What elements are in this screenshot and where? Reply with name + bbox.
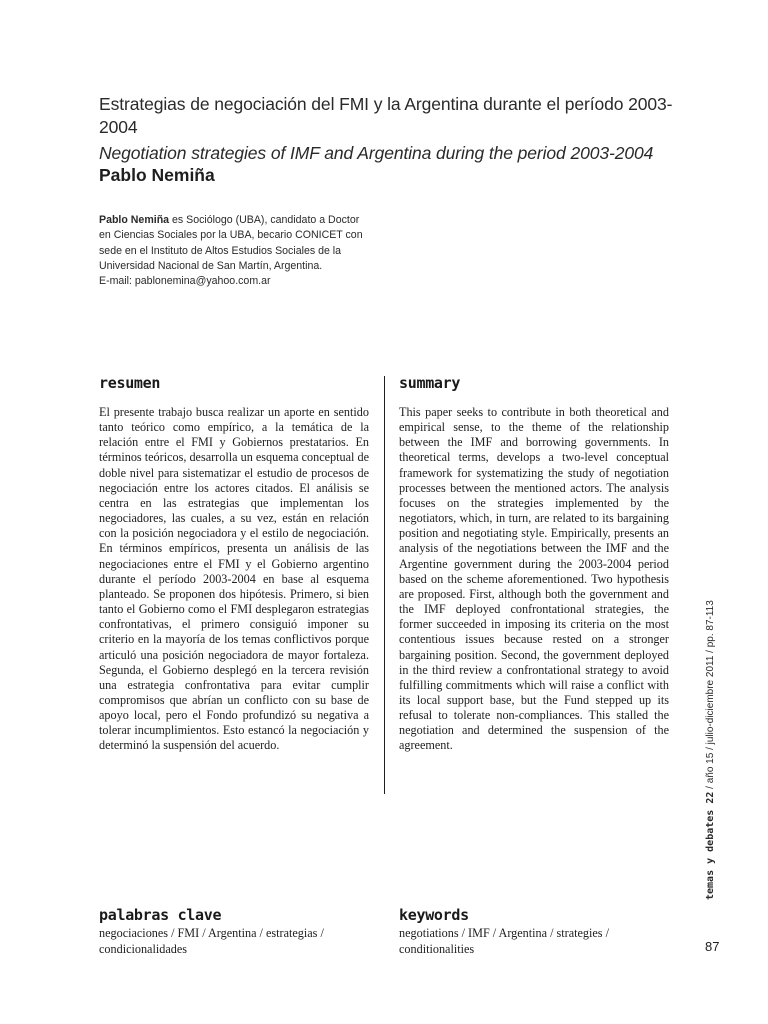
bio-author-name: Pablo Nemiña [99, 214, 170, 226]
author-bio [99, 213, 369, 289]
issue-details: año 15 / julio-diciembre 2011 / pp. 87-113 [705, 600, 716, 784]
page-number: 87 [705, 939, 720, 954]
palabras-clave-heading: palabras clave [99, 906, 222, 924]
author-name: Pablo Nemiña [99, 165, 215, 185]
resumen-text: El presente trabajo busca realizar un aporte en sentido tanto teórico como empírico, a la temática de la relación entre el FMI y Gobiernos prestatarios. En términos teóricos, desarrolla un esquema conceptual de doble nivel para sistematizar el estudio de procesos de negociación entre los actores citados. El análisis se centra en las estrategias que implementan los negociadores, las cuales, a su vez, están en relación con la posición negociadora y el estilo de negociación. En términos empíricos, presenta un análisis de las negociaciones entre el FMI y el Gobierno argentino durante el período 2003-2004 en base al esquema planteado. Se proponen dos hipótesis. Primero, si bien tanto el Gobierno como el FMI desplegaron estrategias confrontativas, el primero consiguió imponer su criterio en la mayoría de los temas conflictivos porque articuló una posición negociadora de mayor fortaleza. Segunda, el Gobierno desplegó en la tercera revisión una estrategia confrontativa para evitar cumplir compromisos que abrían un conflicto con su base de apoyo local, pero el Fondo profundizó su negativa a tolerar incumplimientos. Esto estancó la negociación y determinó la suspensión del acuerdo. [99, 405, 369, 753]
article-title-english: Negotiation strategies of IMF and Argentina during the period 2003-2004 [99, 143, 654, 163]
keywords-heading: keywords [399, 906, 469, 924]
resumen-heading: resumen [99, 374, 161, 392]
summary-text: This paper seeks to contribute in both theoretical and empirical sense, to the theme of the relationship between the IMF and borrowing governments. In theoretical terms, develops a two-level conceptual framework for systematizing the study of negotiation processes between the mentioned actors. The analysis focuses on the strategies implemented by the negotiators, which, in turn, are related to its bargaining position and negotiating style. Empirically, presents an analysis of the negotiations between the IMF and the Argentine government during the 2003-2004 period based on the scheme aforementioned. Two hypothesis are proposed. First, although both the government and the IMF deployed confrontational strategies, the former succeeded in imposing its criteria on the most contentious issues because rested on a stronger bargaining position. Second, the government deployed in the third review a confrontational strategy to avoid fulfilling commitments which will raise a conflict with its local support base, but the Fund stepped up its refusal to tolerate non-compliances. This stalled the negotiation and determined the suspension of the agreement. [399, 405, 669, 753]
running-head-separator: / [705, 783, 716, 792]
bio-text: es Sociólogo (UBA), candidato a Doctor en Ciencias Sociales por la UBA, becario CONICET con sede en el Instituto de Altos Estudios Sociales de la Universidad Nacional de San Martín, Argentina. [99, 214, 363, 272]
journal-name: temas y debates 22 [705, 791, 716, 900]
summary-heading: summary [399, 374, 461, 392]
running-head [705, 600, 717, 900]
keywords-list: negotiations / IMF / Argentina / strategies / conditionalities [399, 926, 609, 956]
palabras-clave-list: negociaciones / FMI / Argentina / estrategias / condicionalidades [99, 926, 324, 956]
article-title-spanish: Estrategias de negociación del FMI y la Argentina durante el período 2003-2004 [99, 94, 673, 137]
author-email: E-mail: pablonemina@yahoo.com.ar [99, 275, 271, 288]
column-divider [384, 376, 385, 794]
